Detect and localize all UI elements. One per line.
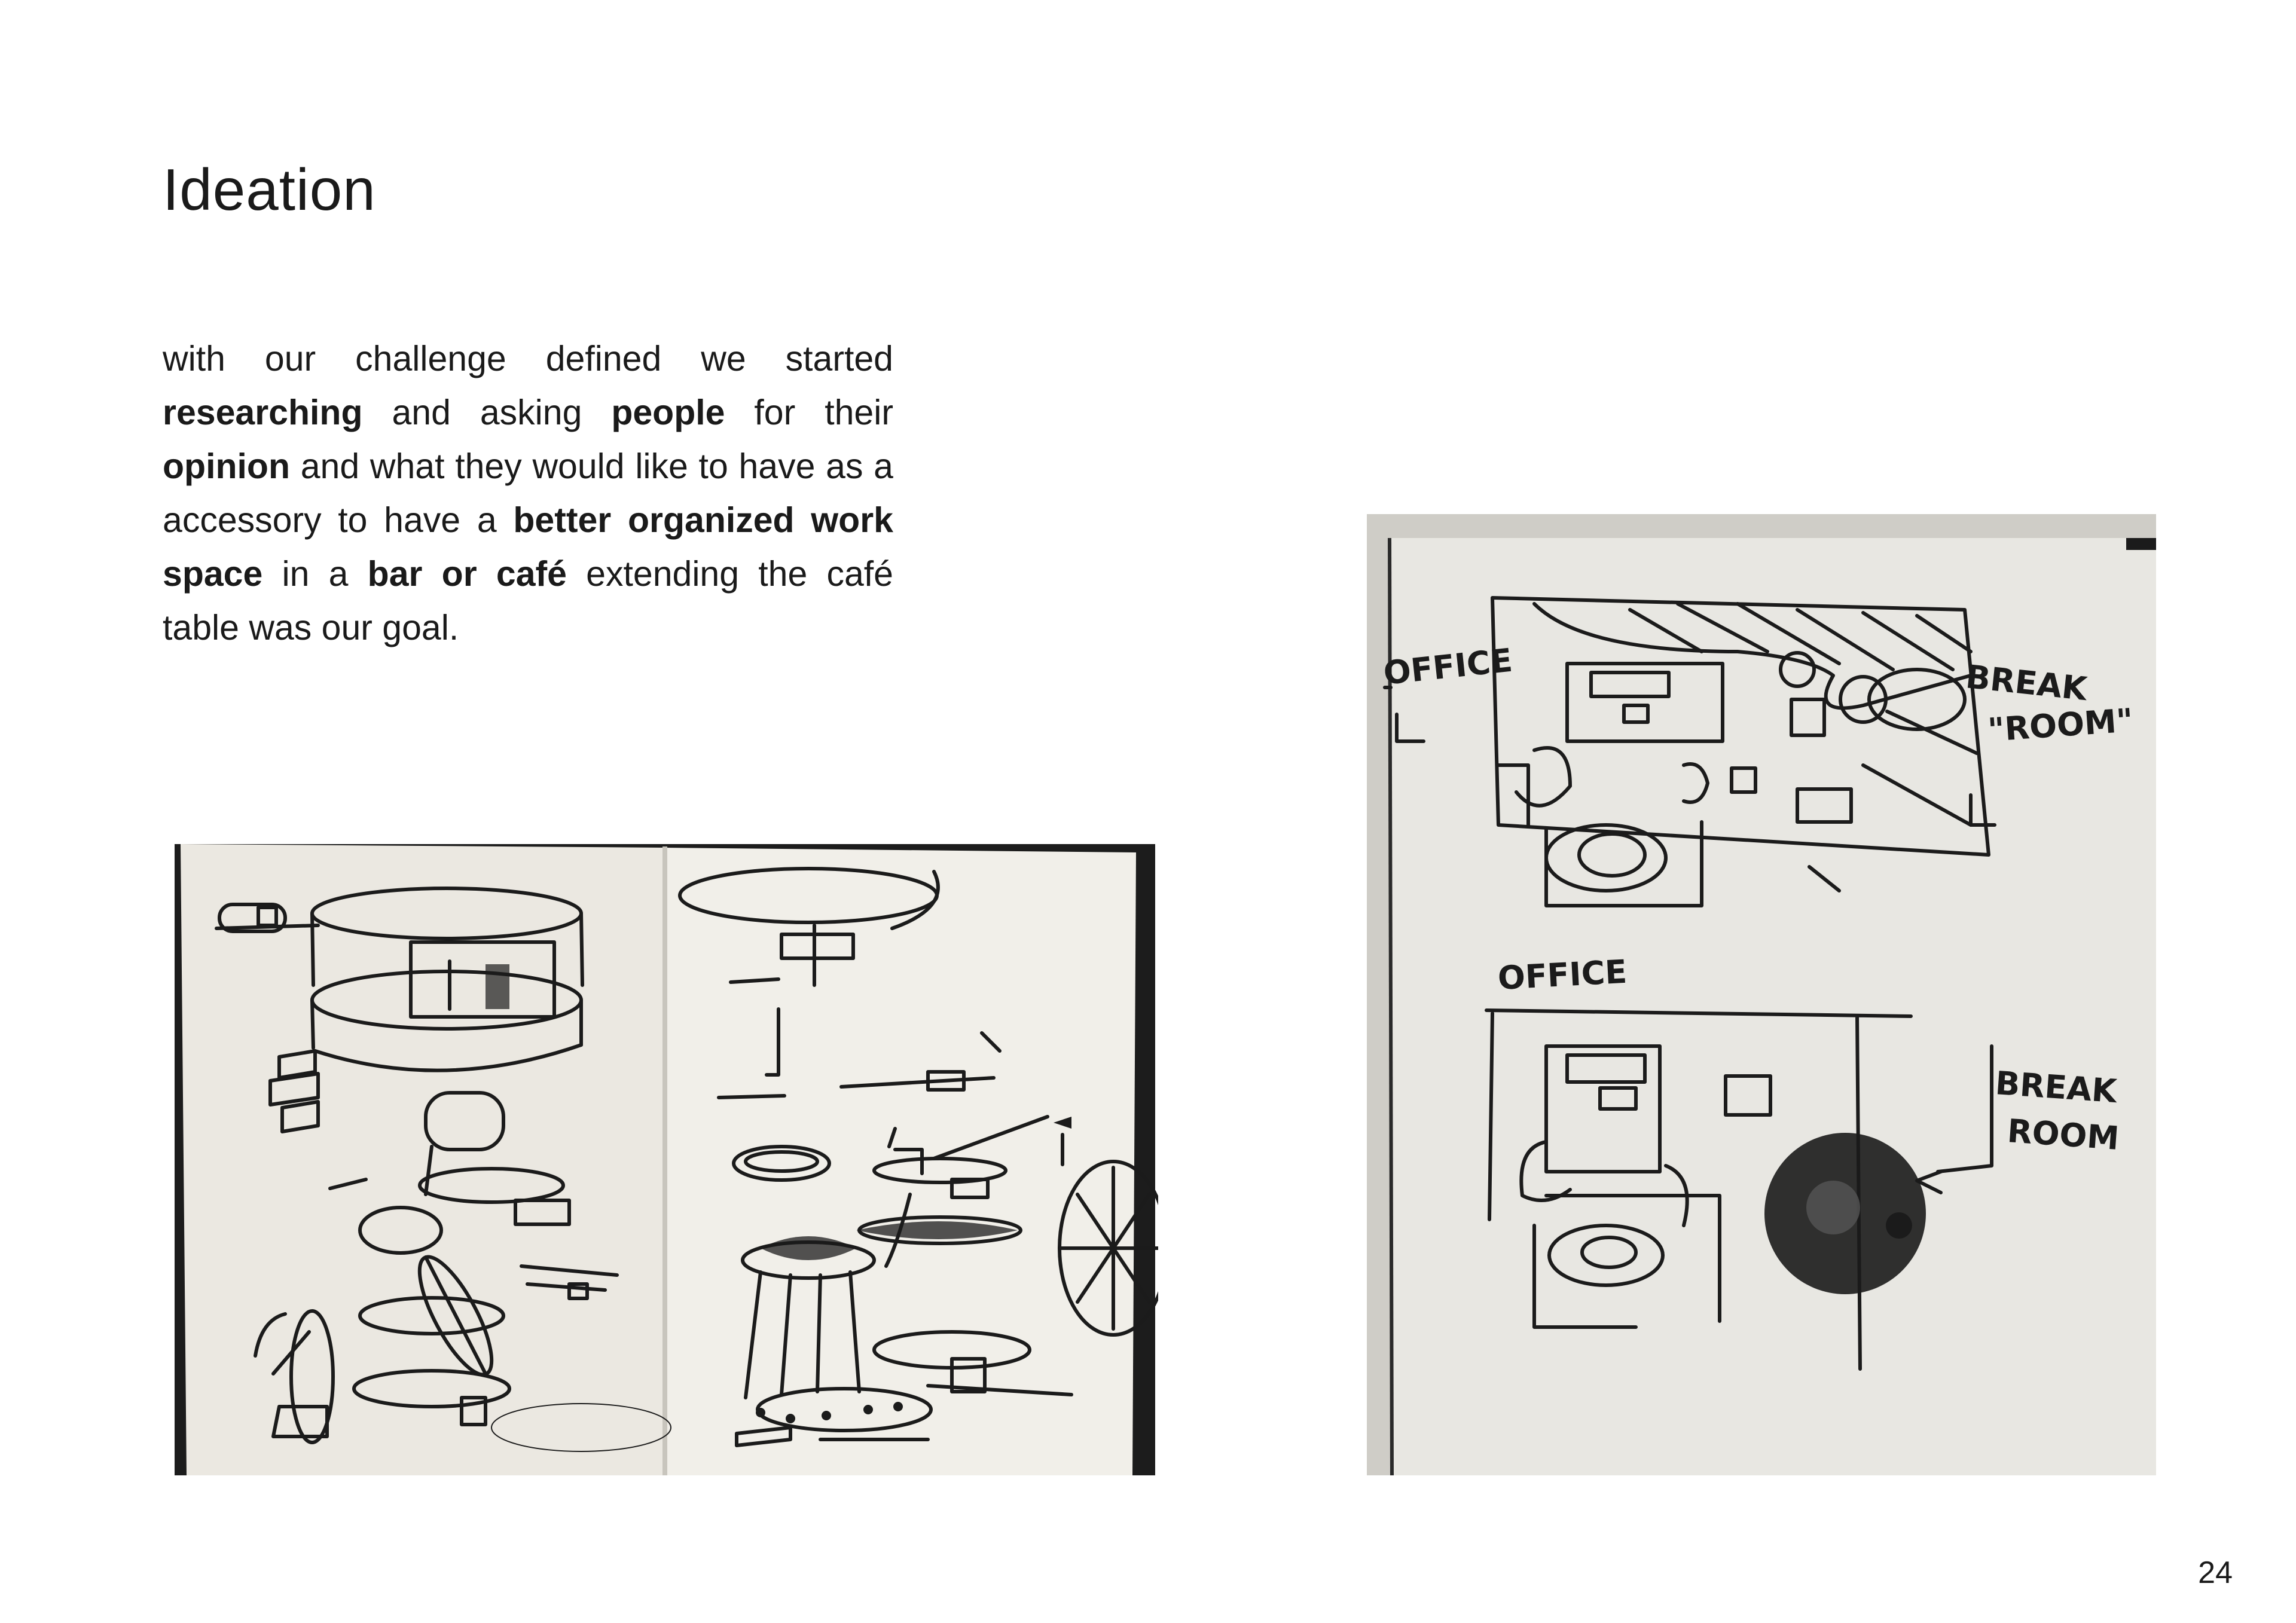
break-label-top-2: "ROOM" (1986, 701, 2135, 749)
paragraph-segment: for their (725, 393, 893, 432)
paragraph-segment: with our challenge defined we started (163, 339, 893, 378)
sketchbook-photo-table-concepts (163, 836, 1158, 1475)
page-title: Ideation (163, 157, 376, 222)
paragraph-emphasis: better organized work space (163, 500, 893, 594)
intro-paragraph (163, 332, 893, 655)
paragraph-segment: extending the café table was our goal. (163, 554, 893, 647)
paragraph-segment: and asking (362, 393, 612, 432)
office-label-top: OFFICE (1381, 641, 1515, 692)
page-number: 24 (2198, 1555, 2233, 1590)
office-label-bottom: OFFICE (1497, 952, 1628, 997)
sketchbook-illustration (163, 836, 1158, 1475)
paragraph-emphasis: people (611, 393, 725, 432)
paragraph-emphasis: bar or café (367, 554, 567, 594)
paragraph-segment: in a (262, 554, 368, 594)
break-label-bottom-2: ROOM (2006, 1112, 2121, 1158)
paragraph-segment: and what they would like to have as a accessory to have a (163, 447, 893, 540)
paragraph-emphasis: researching (163, 393, 363, 432)
floorplan-illustration (1367, 514, 2156, 1475)
break-label-top-1: BREAK (1964, 658, 2089, 708)
break-label-bottom-1: BREAK (1994, 1064, 2118, 1111)
paragraph-emphasis: opinion (163, 447, 290, 486)
floorplan-sketch-photo (1367, 514, 2156, 1475)
